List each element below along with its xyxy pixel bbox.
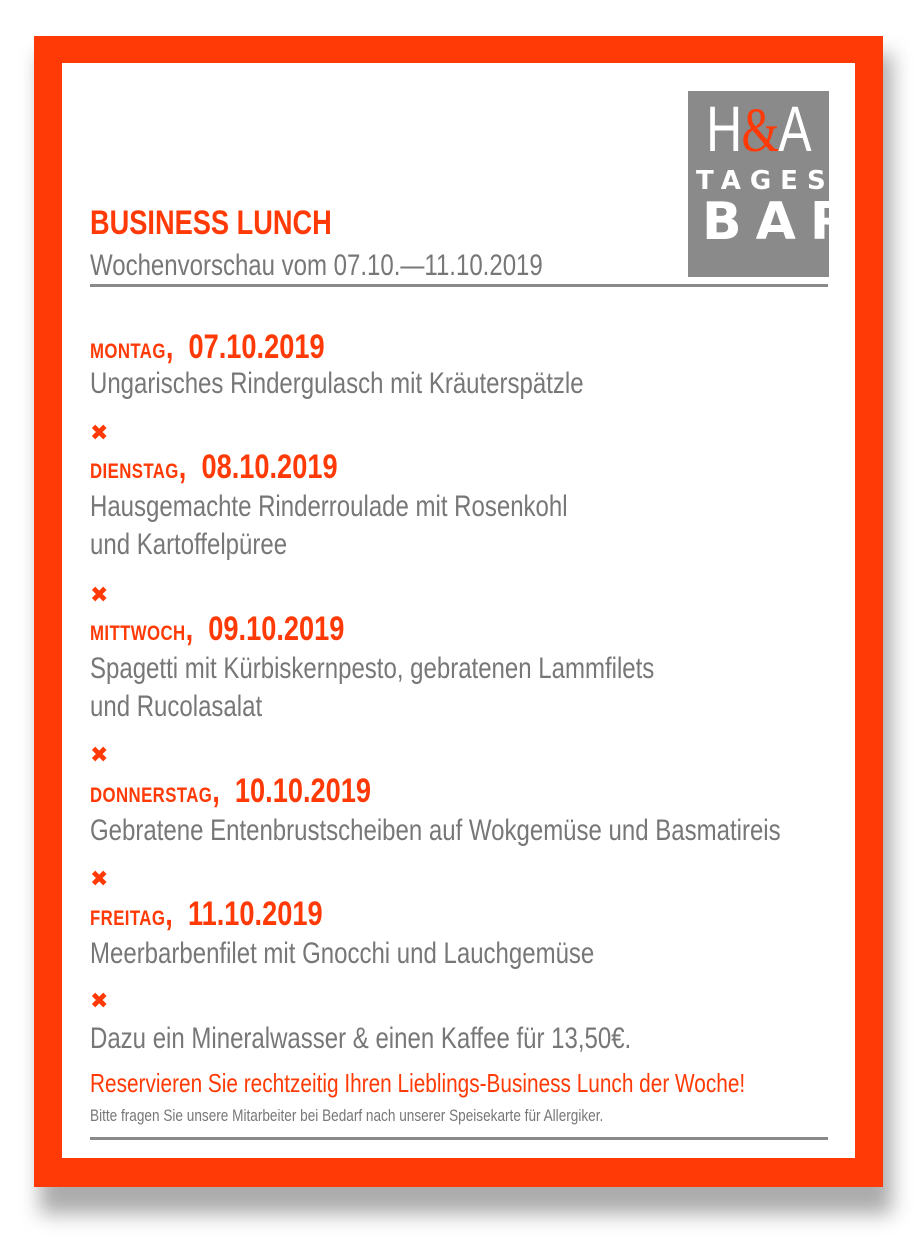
day-heading-friday: FREITAG, 11.10.2019: [90, 895, 323, 933]
separator-cross-icon: ✖: [90, 988, 109, 1013]
price-note: Dazu ein Mineralwasser & einen Kaffee für 13,50€.: [90, 1022, 632, 1055]
week-subtitle: Wochenvorschau vom 07.10.—11.10.2019: [90, 249, 543, 282]
separator-cross-icon: ✖: [90, 866, 109, 891]
dish-friday: Meerbarbenfilet mit Gnocchi und Lauchgemüse: [90, 937, 595, 970]
separator-cross-icon: ✖: [90, 420, 109, 445]
menu-title: BUSINESS LUNCH: [90, 204, 332, 242]
separator-cross-icon: ✖: [90, 742, 109, 767]
day-heading-thursday: DONNERSTAG, 10.10.2019: [90, 772, 372, 810]
dish-tuesday: Hausgemachte Rinderroulade mit Rosenkohl und Kartoffelpüree: [90, 490, 568, 561]
day-heading-wednesday: MITTWOCH, 09.10.2019: [90, 610, 345, 648]
allergy-note: Bitte fragen Sie unsere Mitarbeiter bei Bedarf nach unserer Speisekarte für Allergiker.: [90, 1106, 604, 1125]
dish-wednesday: Spagetti mit Kürbiskernpesto, gebratenen Lammfilets und Rucolasalat: [90, 652, 655, 723]
dish-monday: Ungarisches Rindergulasch mit Kräuterspätzle: [90, 367, 584, 400]
logo: H&A TAGES BAR: [688, 91, 829, 277]
footer-divider: [90, 1137, 828, 1140]
reservation-note: Reservieren Sie rechtzeitig Ihren Lieblings-Business Lunch der Woche!: [90, 1068, 746, 1098]
day-heading-monday: MONTAG, 07.10.2019: [90, 328, 325, 366]
day-heading-tuesday: DIENSTAG, 08.10.2019: [90, 448, 338, 486]
dish-thursday: Gebratene Entenbrustscheiben auf Wokgemüse und Basmatireis: [90, 814, 781, 847]
separator-cross-icon: ✖: [90, 582, 109, 607]
header-divider: [90, 284, 828, 287]
